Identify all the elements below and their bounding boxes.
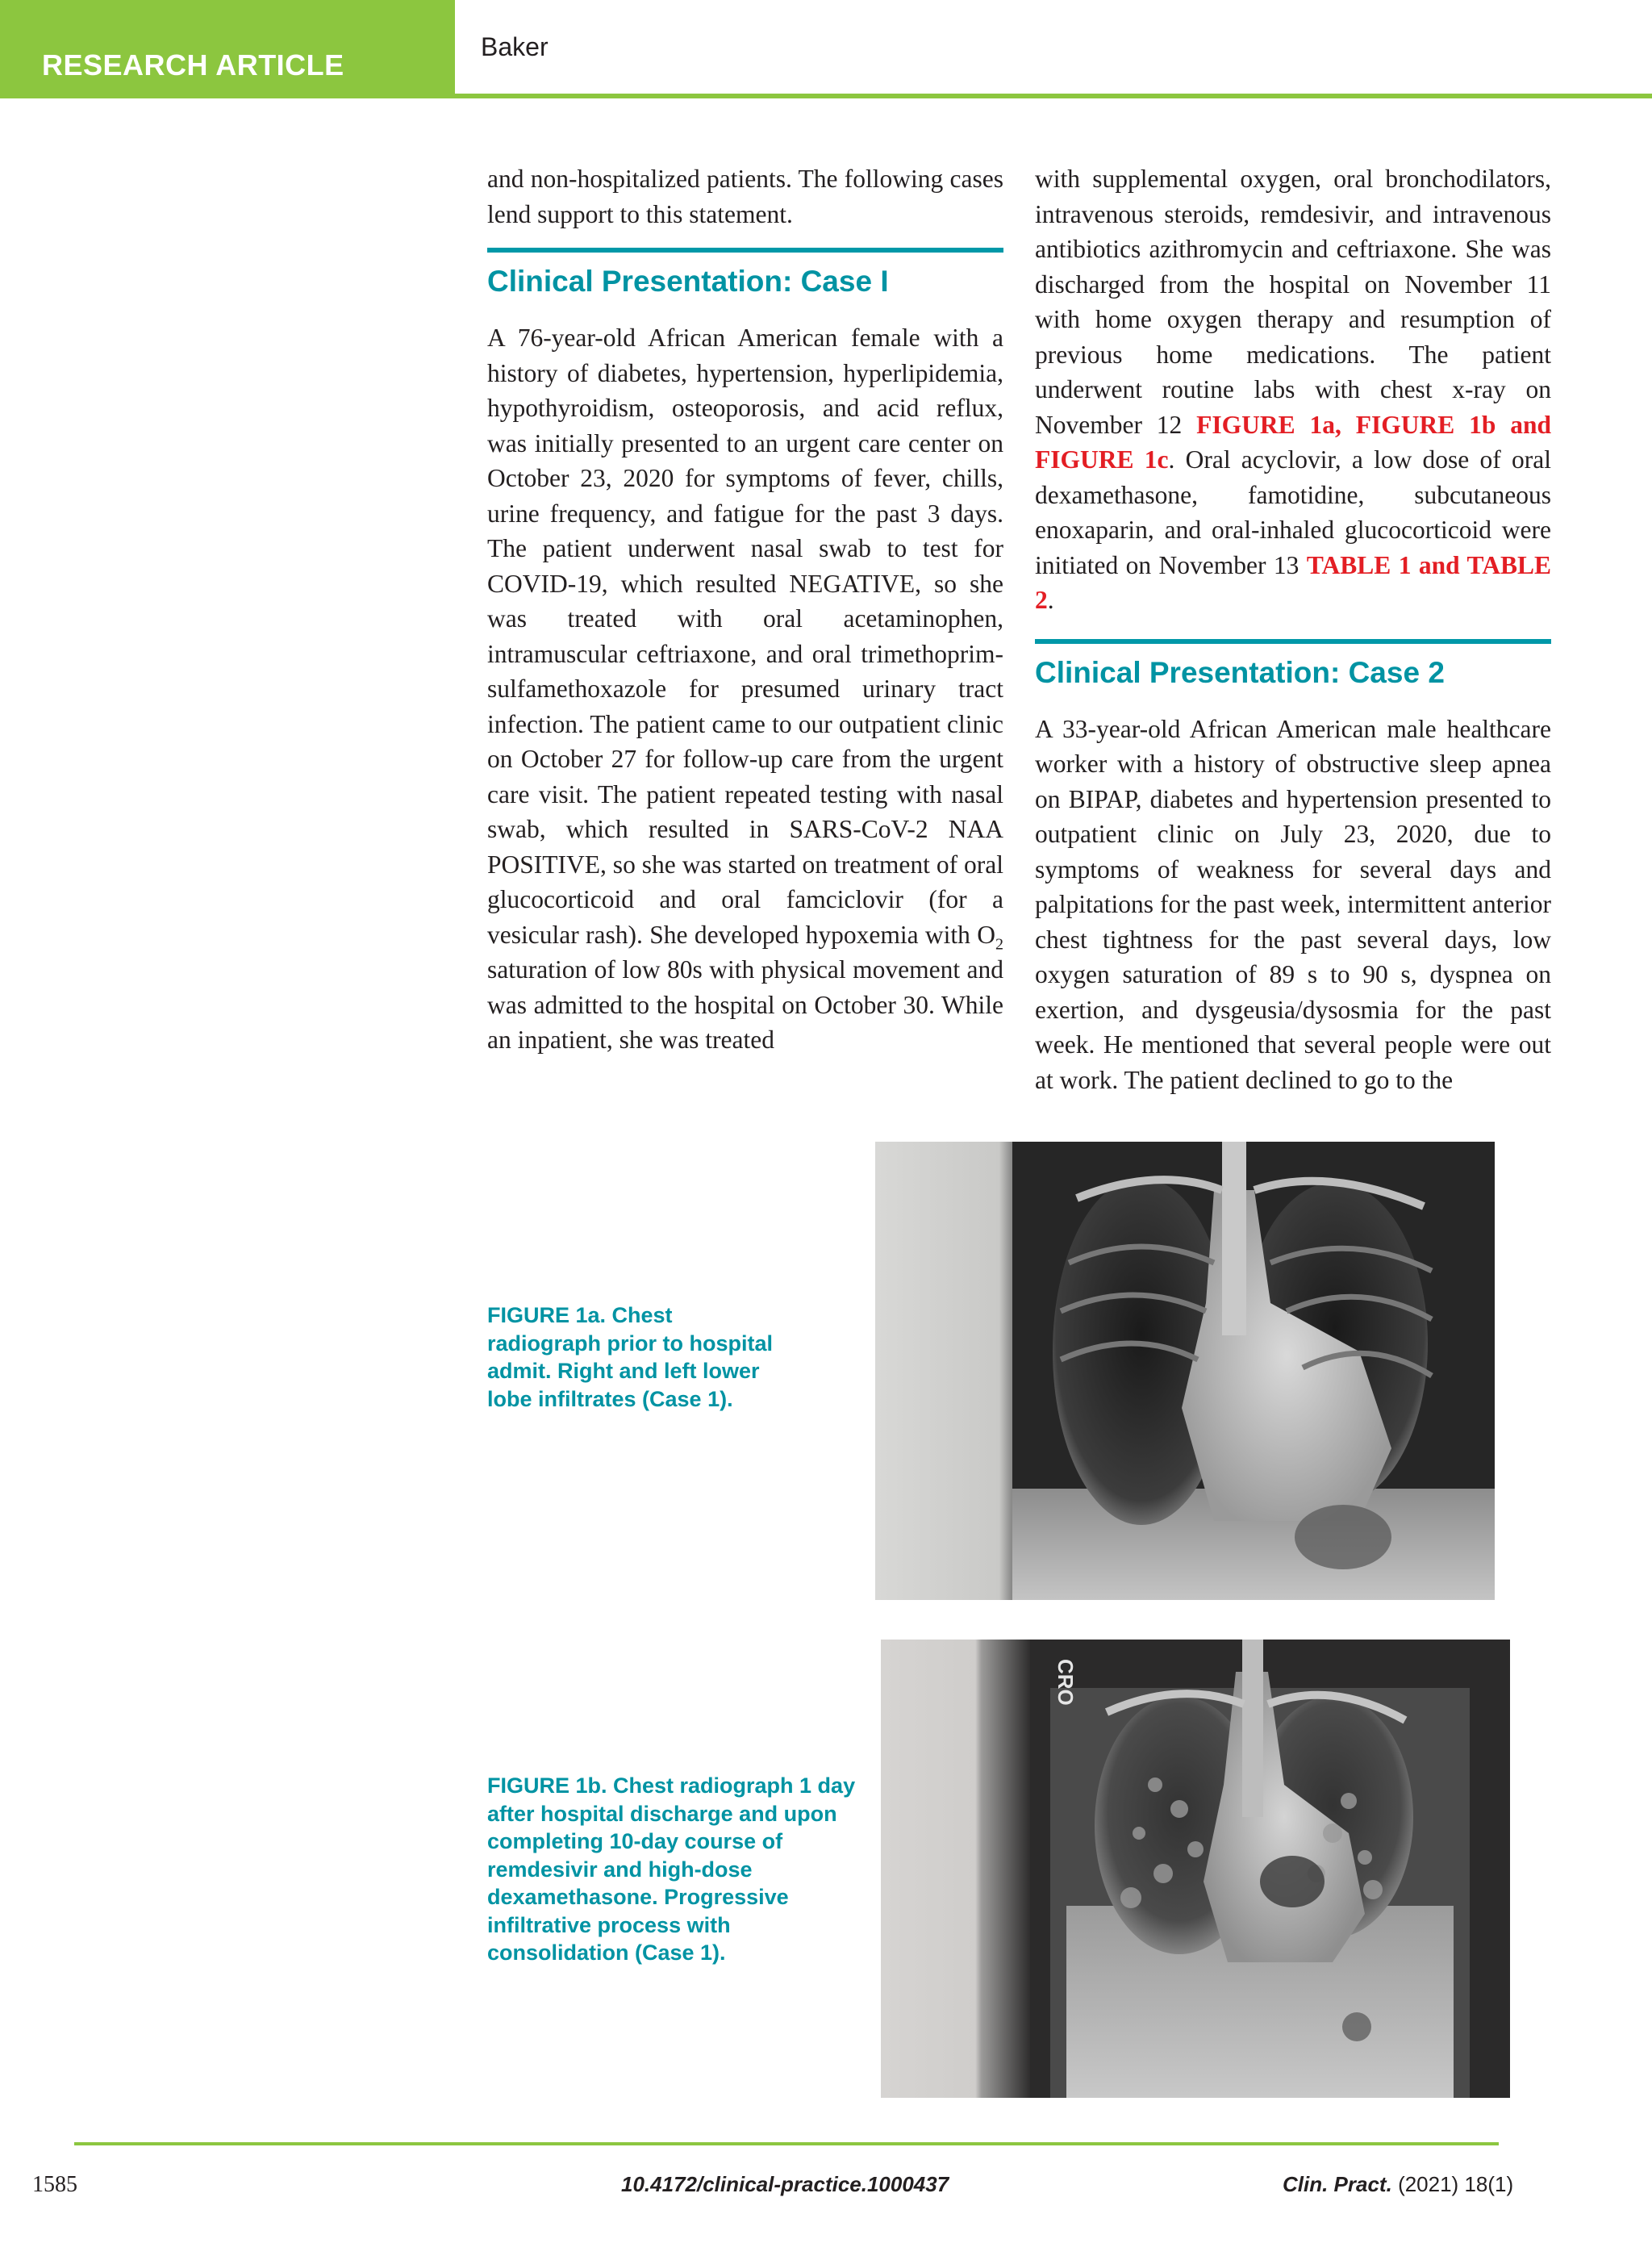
section-title-case1: Clinical Presentation: Case I [487,265,889,298]
section-rule [487,248,1003,253]
chest-xray-image [875,1142,1495,1600]
figure-1b-caption: FIGURE 1b. Chest radiograph 1 day after hospital discharge and upon completing 10-day course of remdesivir and high-dose dexamethasone. Progressive infiltrative process with consolidation (Case 1). [487,1773,856,1965]
page-number: 1585 [32,2172,77,2197]
running-author: Baker [481,32,549,61]
case1-paragraph [487,320,1003,1058]
text-column-right [1035,161,1551,1097]
case1-cont-text-c: . [1047,586,1054,614]
case1-continued-paragraph [1035,161,1551,618]
journal-name: Clin. Pract. [1283,2172,1392,2196]
table-reference-link[interactable]: TABLE 1 and TABLE 2 [1035,550,1551,614]
doi-link[interactable]: 10.4172/clinical-practice.1000437 [621,2172,949,2196]
o2-subscript: 2 [995,934,1003,953]
chest-xray-image [881,1640,1510,2098]
case2-paragraph: A 33-year-old African American male healthcare worker with a history of obstructive sleep apnea on BIPAP, diabetes and hypertension presented to outpatient clinic on July 23, 2020, due to symptoms of weakness for several days and palpitations for the past week, intermittent anterior chest tightness for the past several days, low oxygen saturation of 89 s to 90 s, dyspnea on exertion, and dysgeusia/dysosmia for the past week. He mentioned that several people were out at work. The patient declined to go to the [1035,714,1551,1094]
case1-text-a: A 76-year-old African American female with a history of diabetes, hypertension, hyperlipidemia, hypothyroidism, osteoporosis, and acid reflux, was initially presented to an urgent care center on October 23, 2020 for symptoms of fever, chills, urine frequency, and fatigue for the past 3 days. The patient underwent nasal swab to test for COVID-19, which resulted NEGATIVE, so she was treated with oral acetaminophen, intramuscular ceftriaxone, and oral trimethoprim-sulfamethoxazole for presumed urinary tract infection. The patient came to our outpatient clinic on October 27 for follow-up care from the urgent care visit. The patient repeated testing with nasal swab, which resulted in SARS-CoV-2 NAA POSITIVE, so she was started on treatment of oral glucocorticoid and oral famciclovir (for a vesicular rash). She developed hypoxemia with O [487,324,1003,949]
figure-1a-radiograph [875,1142,1495,1600]
intro-paragraph: and non-hospitalized patients. The following cases lend support to this statement. [487,165,1003,228]
case1-cont-text-b: . Oral acyclovir, a low dose of oral dexamethasone, famotidine, subcutaneous enoxaparin, and oral-inhaled glucocorticoid were initiated on November 13 [1035,445,1551,579]
figure-1a-caption: FIGURE 1a. Chest radiograph prior to hospital admit. Right and left lower lobe infiltrates (Case 1). [487,1303,774,1411]
case1-text-b: saturation of low 80s with physical movement and was admitted to the hospital on October 30. While an inpatient, she was treated [487,955,1003,1054]
figure-reference-link[interactable]: FIGURE 1a, FIGURE 1b and FIGURE 1c [1035,410,1552,474]
header-divider [455,94,1652,98]
citation-details: (2021) 18(1) [1398,2172,1514,2196]
radiograph-marker: CRO [1053,1659,1078,1706]
case1-cont-text-a: with supplemental oxygen, oral bronchodilators, intravenous steroids, remdesivir, and intravenous antibiotics azithromycin and ceftriaxone. She was discharged from the hospital on November 11 with home oxygen therapy and resumption of previous home medications. The patient underwent routine labs with chest x-ray on November 12 [1035,165,1551,439]
journal-citation [1283,2172,1513,2197]
footer-divider [74,2142,1499,2145]
figure-1b-radiograph [881,1640,1510,2098]
section-label: RESEARCH ARTICLE [0,0,455,98]
section-title-case2: Clinical Presentation: Case 2 [1035,655,1445,689]
section-rule [1035,639,1551,644]
text-column-left [487,161,1003,1058]
